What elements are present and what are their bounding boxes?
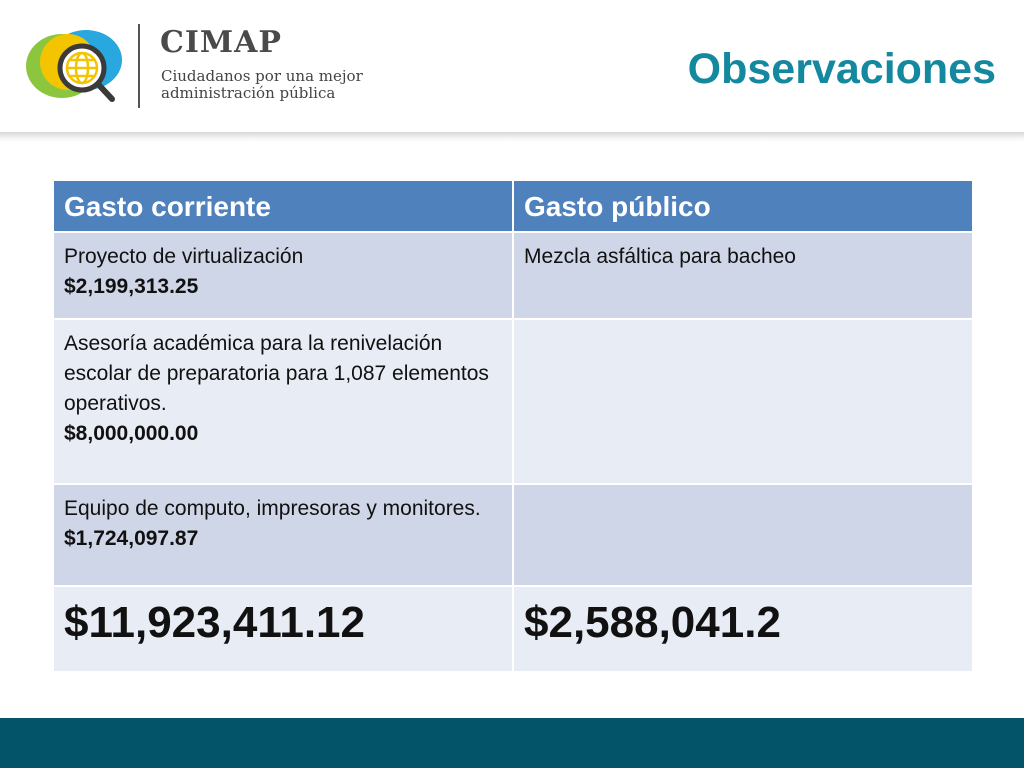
item-amount: $1,724,097.87 [64,527,199,550]
item-description: Equipo de computo, impresoras y monitores. [64,497,481,520]
item-amount: $8,000,000.00 [64,422,199,445]
globe-magnifier-icon [24,24,124,104]
expenses-table [52,179,974,673]
table-cell [513,319,973,484]
table-cell [53,232,513,319]
table-header-row [53,180,973,232]
brand-name: CIMAP [160,25,282,60]
header [0,0,1024,132]
page-title: Observaciones [687,45,996,93]
table-cell [513,484,973,586]
item-description: Proyecto de virtualización [64,245,304,268]
table-row [53,319,973,484]
header-shadow [0,132,1024,142]
item-description: Asesoría académica para la renivelación escolar de preparatoria para 1,087 elementos operativos. [64,332,489,415]
logo-divider [138,24,140,108]
header-gasto-corriente: Gasto corriente [53,180,513,232]
brand-tagline: Ciudadanos por una mejor administración pública [161,67,363,102]
total-gasto-publico: $2,588,041.2 [513,586,973,672]
table-cell [513,232,973,319]
table-cell [53,319,513,484]
footer-bar [0,718,1024,768]
item-description: Mezcla asfáltica para bacheo [524,245,796,268]
table-row [53,484,973,586]
item-amount: $2,199,313.25 [64,275,199,298]
header-gasto-publico: Gasto público [513,180,973,232]
table-cell [53,484,513,586]
table-row [53,232,973,319]
total-gasto-corriente: $11,923,411.12 [53,586,513,672]
totals-row [53,586,973,672]
